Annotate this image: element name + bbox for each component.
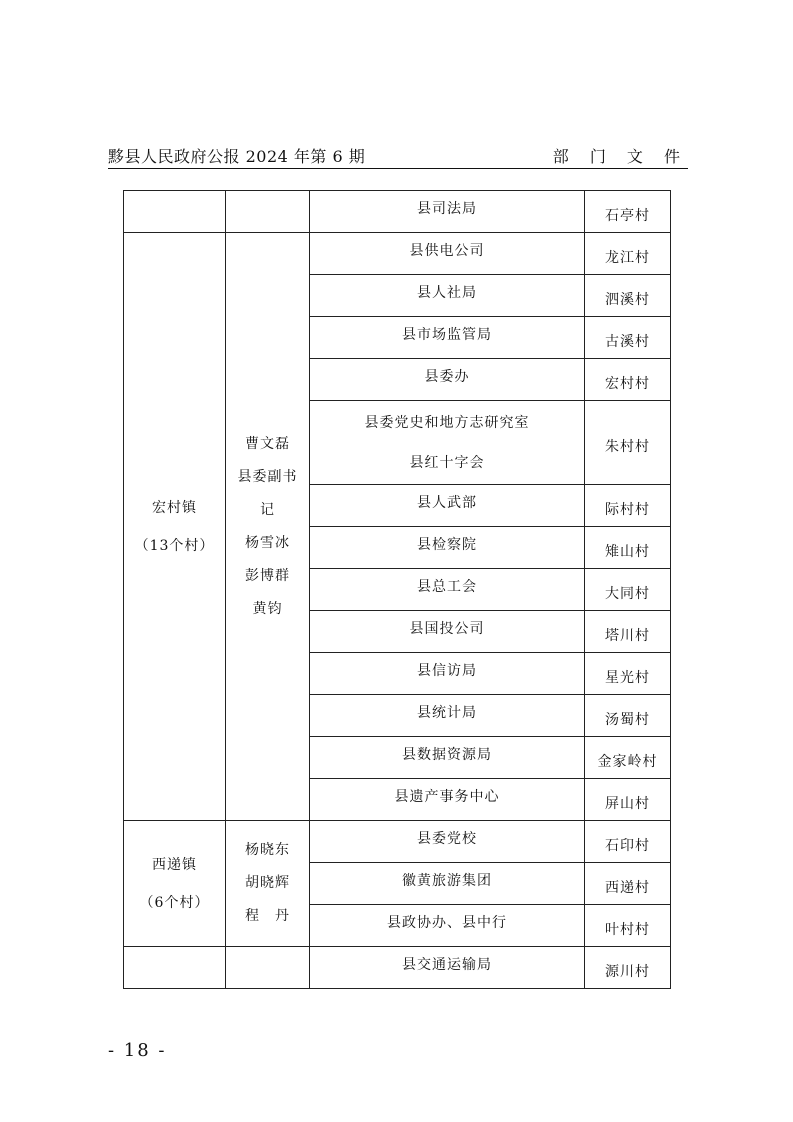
leader-cell <box>226 191 310 233</box>
unit-cell <box>310 611 585 653</box>
village-cell <box>585 779 671 821</box>
village-cell <box>585 233 671 275</box>
village-name: 泗溪村 <box>605 291 650 308</box>
section-title: 部 门 文 件 <box>552 147 688 166</box>
unit-cell <box>310 233 585 275</box>
town-label: （13个村） <box>134 537 215 554</box>
unit-cell <box>310 527 585 569</box>
page-header <box>108 142 688 169</box>
unit-cell <box>310 779 585 821</box>
village-cell <box>585 401 671 485</box>
leader-name: 胡晓辉 <box>245 875 290 891</box>
unit-cell <box>310 317 585 359</box>
town-cell <box>124 191 226 233</box>
unit-cell <box>310 737 585 779</box>
unit-name: 县人社局 <box>417 284 477 301</box>
village-name: 朱村村 <box>605 438 650 455</box>
page-number: - 18 - <box>108 1040 167 1061</box>
leader-cell <box>226 821 310 947</box>
table-row <box>124 821 671 863</box>
town-label: 西递镇 <box>152 856 197 873</box>
unit-cell <box>310 359 585 401</box>
town-label: 宏村镇 <box>152 499 197 516</box>
leader-name: 程 丹 <box>245 908 290 924</box>
leader-name: 县委副书 <box>237 468 298 485</box>
unit-cell <box>310 905 585 947</box>
village-name: 源川村 <box>605 963 650 980</box>
village-name: 雉山村 <box>605 543 650 560</box>
unit-name: 县交通运输局 <box>402 956 492 973</box>
bulletin-title: 黟县人民政府公报 2024 年第 6 期 <box>108 147 366 166</box>
unit-name: 县委办 <box>424 368 470 385</box>
table-row <box>124 947 671 989</box>
leader-name: 杨雪冰 <box>245 534 290 551</box>
unit-name: 县国投公司 <box>409 620 485 637</box>
unit-name: 徽黄旅游集团 <box>402 872 492 889</box>
leader-name: 杨晓东 <box>245 842 290 858</box>
village-cell <box>585 737 671 779</box>
village-cell <box>585 527 671 569</box>
unit-name: 县统计局 <box>417 704 477 721</box>
village-name: 金家岭村 <box>597 753 658 770</box>
unit-name: 县总工会 <box>417 578 477 595</box>
village-cell <box>585 485 671 527</box>
leader-name: 记 <box>260 501 275 518</box>
village-name: 大同村 <box>605 585 650 602</box>
unit-name: 县遗产事务中心 <box>394 788 500 805</box>
village-cell <box>585 695 671 737</box>
town-cell <box>124 233 226 821</box>
unit-name: 县委党史和地方志研究室 <box>364 414 530 431</box>
unit-name: 县检察院 <box>417 536 477 553</box>
leader-cell <box>226 947 310 989</box>
village-cell <box>585 947 671 989</box>
unit-cell <box>310 191 585 233</box>
village-name: 塔川村 <box>605 627 650 644</box>
town-cell <box>124 821 226 947</box>
leader-name: 彭博群 <box>245 567 290 584</box>
unit-name: 县人武部 <box>417 494 477 511</box>
unit-name: 县数据资源局 <box>402 746 492 763</box>
village-cell <box>585 653 671 695</box>
leader-name: 黄钧 <box>252 600 283 617</box>
village-cell <box>585 611 671 653</box>
unit-name: 县信访局 <box>417 662 477 679</box>
village-name: 宏村村 <box>605 375 650 392</box>
unit-name: 县委党校 <box>417 830 477 847</box>
town-cell <box>124 947 226 989</box>
village-cell <box>585 569 671 611</box>
table-row <box>124 233 671 275</box>
village-name: 古溪村 <box>605 333 650 350</box>
village-name: 屏山村 <box>605 795 650 812</box>
unit-name: 县供电公司 <box>409 242 485 259</box>
unit-cell <box>310 653 585 695</box>
village-name: 汤蜀村 <box>605 711 650 728</box>
unit-name: 县司法局 <box>417 200 477 217</box>
village-name: 星光村 <box>605 669 650 686</box>
unit-name: 县市场监管局 <box>402 326 492 343</box>
unit-name: 县红十字会 <box>409 454 485 471</box>
village-name: 石亭村 <box>605 207 650 224</box>
village-name: 际村村 <box>605 501 650 518</box>
unit-cell <box>310 863 585 905</box>
unit-cell <box>310 401 585 485</box>
unit-cell <box>310 695 585 737</box>
village-name: 西递村 <box>605 879 650 896</box>
unit-cell <box>310 821 585 863</box>
unit-name: 县政协办、县中行 <box>387 914 507 931</box>
leader-cell <box>226 233 310 821</box>
village-cell <box>585 821 671 863</box>
village-cell <box>585 191 671 233</box>
leader-name: 曹文磊 <box>245 435 290 452</box>
village-cell <box>585 905 671 947</box>
village-cell <box>585 275 671 317</box>
unit-cell <box>310 569 585 611</box>
village-cell <box>585 317 671 359</box>
unit-cell <box>310 275 585 317</box>
unit-cell <box>310 947 585 989</box>
village-name: 石印村 <box>605 837 650 854</box>
unit-cell <box>310 485 585 527</box>
village-cell <box>585 359 671 401</box>
village-name: 叶村村 <box>605 921 650 938</box>
table-row <box>124 191 671 233</box>
town-label: （6个村） <box>139 894 210 911</box>
village-cell <box>585 863 671 905</box>
village-name: 龙江村 <box>605 249 650 266</box>
assignment-table <box>123 190 671 989</box>
